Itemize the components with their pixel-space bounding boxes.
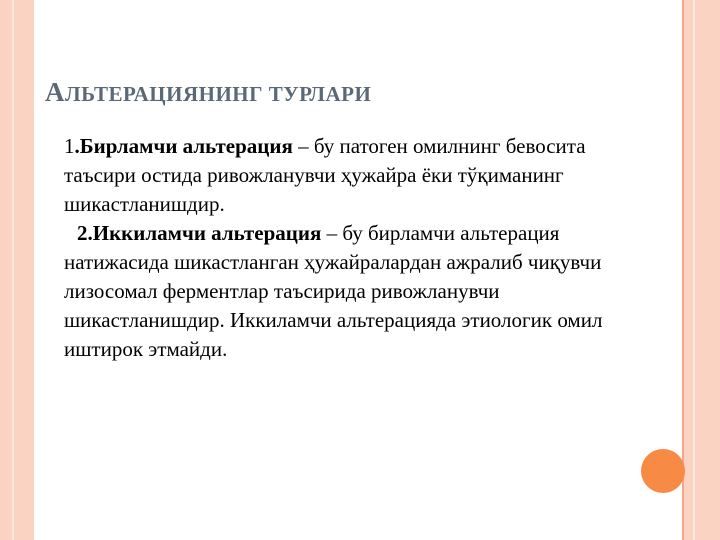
left-border-decoration	[0, 0, 34, 540]
slide-title-initial: А	[45, 77, 65, 107]
left-border-stripe	[12, 0, 14, 540]
term-secondary-alteration: 2.Иккиламчи альтерация	[77, 221, 322, 245]
slide-title	[45, 72, 371, 114]
slide-title-rest: ЛЬТЕРАЦИЯНИНГ ТУРЛАРИ	[65, 82, 372, 106]
right-border-stripe-light	[693, 0, 695, 540]
paragraph-secondary-alteration	[64, 219, 654, 364]
definition-secondary-alteration: – бу бирламчи альтерация натижасида шикастланган ҳужайралардан ажралиб чиқувчи лизосомал ферментлар таъсирида ривожланувчи шикастланишдир. Иккиламчи альтерацияда этиологик омил иштирок этмайди.	[64, 221, 603, 361]
right-border-decoration	[684, 0, 720, 540]
paragraph-number: 1	[64, 134, 75, 158]
paragraph-primary-alteration	[64, 132, 654, 219]
right-border-stripe-dark	[682, 0, 684, 540]
slide-body	[64, 132, 654, 364]
accent-circle	[641, 449, 685, 493]
term-primary-alteration: .Бирламчи альтерация	[74, 134, 293, 158]
definition-primary-alteration: – бу патоген омилнинг бевосита таъсири остида ривожланувчи ҳужайра ёки тўқиманинг шикастланишдир.	[64, 134, 586, 216]
